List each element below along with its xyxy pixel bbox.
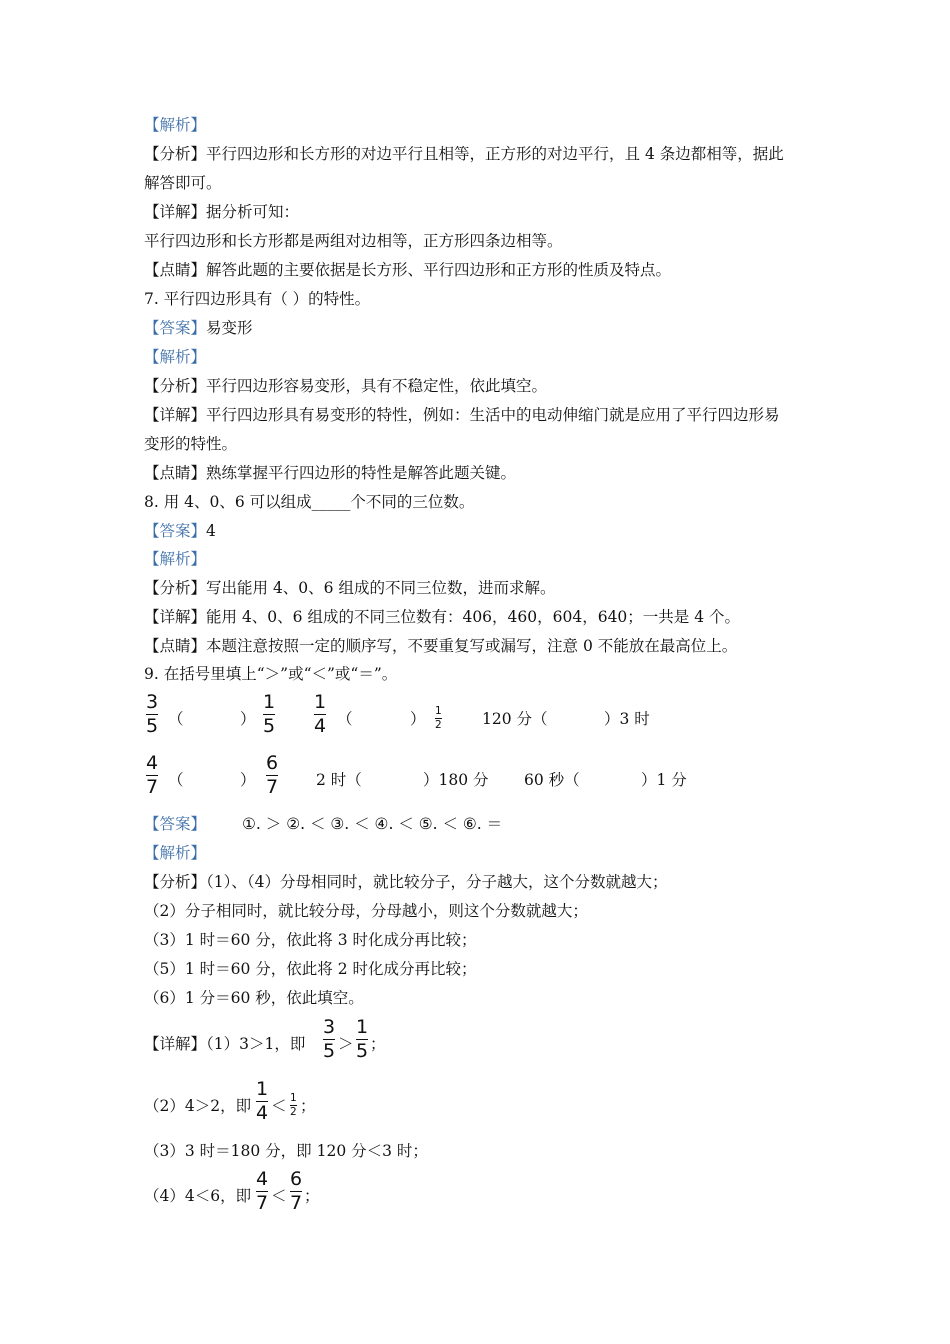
detail-8: 【详解】能用 4、0、6 组成的不同三位数有：406，460，604，640；一共是 4 个。 — [144, 608, 741, 626]
less-than: ＜ — [271, 1187, 287, 1205]
fraction-1-4: $\frac{1}{4}$ — [256, 1078, 269, 1124]
analysis-text-cont: 解答即可。 — [144, 174, 222, 192]
fraction-1-5: $\frac{1}{5}$ — [263, 691, 276, 737]
fraction-1-2: $\frac{1}{2}$ — [435, 705, 442, 731]
analysis-8: 【分析】写出能用 4、0、6 组成的不同三位数，进而求解。 — [144, 579, 556, 597]
time-2-hours: 2 时（ — [316, 771, 362, 789]
detail-text-cont: 平行四边形和长方形都是两组对边相等，正方形四条边相等。 — [144, 232, 563, 250]
fraction-1-2: $\frac{1}{2}$ — [290, 1092, 297, 1118]
detail-7-cont: 变形的特性。 — [144, 435, 238, 453]
analysis-label: 【解析】 — [144, 116, 207, 134]
time-120-min: 120 分（ — [482, 710, 548, 728]
question-8: 8. 用 4、0、6 可以组成_____个不同的三位数。 — [144, 493, 475, 511]
analysis-label-9: 【解析】 — [144, 844, 207, 862]
analysis-7: 【分析】平行四边形容易变形，具有不稳定性，依此填空。 — [144, 377, 548, 395]
analysis-label-8: 【解析】 — [144, 550, 207, 568]
fraction-6-7: $\frac{6}{7}$ — [266, 752, 279, 798]
time-60-sec: 60 秒（ — [524, 771, 580, 789]
detail-9-step2: （2）4＞2，即 — [144, 1097, 252, 1115]
time-3-hours: ）3 时 — [604, 710, 650, 728]
answer-8: 【答案】4 — [144, 522, 216, 540]
semicolon: ； — [300, 1097, 316, 1115]
analysis-text: 【分析】平行四边形和长方形的对边平行且相等，正方形的对边平行，且 4 条边都相等，据此 — [144, 145, 784, 163]
detail-9-label-and-step1: 【详解】（1）3＞1，即 — [144, 1035, 306, 1053]
detail-text: 【详解】据分析可知： — [144, 203, 300, 221]
paren-close: ） — [410, 710, 426, 728]
comment-7: 【点睛】熟练掌握平行四边形的特性是解答此题关键。 — [144, 464, 517, 482]
fraction-4-7: $\frac{4}{7}$ — [146, 752, 159, 798]
fraction-6-7: $\frac{6}{7}$ — [290, 1168, 303, 1214]
comment-text: 【点睛】解答此题的主要依据是长方形、平行四边形和正方形的性质及特点。 — [144, 261, 672, 279]
greater-than: ＞ — [338, 1035, 354, 1053]
paren-open: （ — [168, 771, 184, 789]
comment-8: 【点睛】本题注意按照一定的顺序写，不要重复写或漏写，注意 0 不能放在最高位上。 — [144, 637, 738, 655]
paren-close: ） — [240, 771, 256, 789]
semicolon: ； — [304, 1187, 320, 1205]
fraction-1-5: $\frac{1}{5}$ — [356, 1016, 369, 1062]
analysis-9-line3: （3）1 时＝60 分，依此将 3 时化成分再比较； — [144, 931, 477, 949]
analysis-9-line5: （6）1 分＝60 秒，依此填空。 — [144, 989, 364, 1007]
analysis-9: 【分析】（1）、（4）分母相同时，就比较分子，分子越大，这个分数就越大； — [144, 873, 668, 891]
answer-9: 【答案】 ①. ＞ ②. ＜ ③. ＜ ④. ＜ ⑤. ＜ ⑥. ＝ — [144, 815, 503, 833]
paren-close: ） — [240, 710, 256, 728]
answer-7: 【答案】易变形 — [144, 319, 253, 337]
time-180-min: ）180 分 — [423, 771, 489, 789]
detail-9-step4: （4）4＜6，即 — [144, 1187, 252, 1205]
fraction-4-7: $\frac{4}{7}$ — [256, 1168, 269, 1214]
paren-open: （ — [168, 710, 184, 728]
analysis-9-line2: （2）分子相同时，就比较分母，分母越小，则这个分数就越大； — [144, 902, 588, 920]
fraction-3-5: $\frac{3}{5}$ — [146, 691, 159, 737]
time-1-min: ）1 分 — [641, 771, 687, 789]
analysis-9-line4: （5）1 时＝60 分，依此将 2 时化成分再比较； — [144, 960, 477, 978]
analysis-label-7: 【解析】 — [144, 348, 207, 366]
detail-7: 【详解】平行四边形具有易变形的特性，例如：生活中的电动伸缩门就是应用了平行四边形易 — [144, 406, 780, 424]
fraction-1-4: $\frac{1}{4}$ — [314, 691, 327, 737]
question-7: 7. 平行四边形具有（ ）的特性。 — [144, 290, 371, 308]
semicolon: ； — [370, 1035, 386, 1053]
question-9: 9. 在括号里填上“＞”或“＜”或“＝”。 — [144, 665, 398, 683]
paren-open: （ — [337, 710, 353, 728]
fraction-3-5: $\frac{3}{5}$ — [323, 1016, 336, 1062]
less-than: ＜ — [271, 1097, 287, 1115]
detail-9-step3: （3）3 时＝180 分，即 120 分＜3 时； — [144, 1142, 428, 1160]
